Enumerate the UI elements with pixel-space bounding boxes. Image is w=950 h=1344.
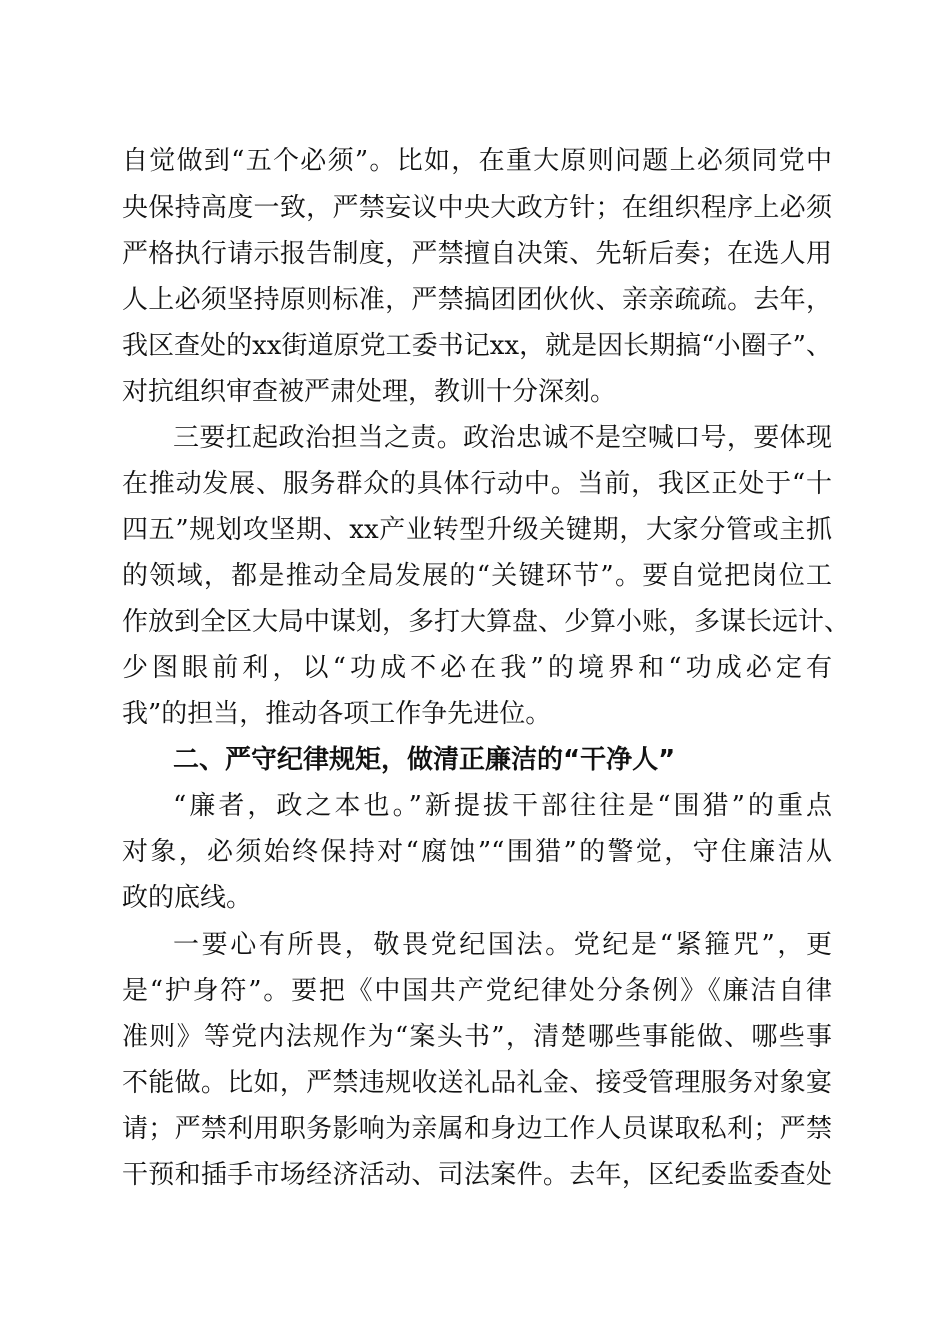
text-line: 我”的担当，推动各项工作争先进位。 bbox=[122, 699, 552, 729]
text-line: 对抗组织审查被严肃处理，教训十分深刻。 bbox=[122, 377, 617, 407]
text-line: 自觉做到“五个必须”。比如，在重大原则问题上必须同党中 bbox=[122, 146, 832, 176]
text-line: “廉者，政之本也。”新提拔干部往往是“围猎”的重点 bbox=[173, 791, 832, 821]
text-line: 对象，必须始终保持对“腐蚀”“围猎”的警觉，守住廉洁从 bbox=[122, 837, 832, 867]
text-line: 的领域，都是推动全局发展的“关键环节”。要自觉把岗位工 bbox=[122, 561, 832, 591]
text-line: 少图眼前利，以“功成不必在我”的境界和“功成必定有 bbox=[122, 653, 832, 683]
text-line: 严格执行请示报告制度，严禁擅自决策、先斩后奏；在选人用 bbox=[122, 239, 832, 269]
text-line: 一要心有所畏，敬畏党纪国法。党纪是“紧箍咒”，更 bbox=[173, 930, 832, 960]
text-line: 三要扛起政治担当之责。政治忠诚不是空喊口号，要体现 bbox=[173, 423, 832, 453]
text-line: 政的底线。 bbox=[122, 883, 253, 913]
text-line: 干预和插手市场经济活动、司法案件。去年，区纪委监委查处 bbox=[122, 1160, 832, 1190]
text-line: 不能做。比如，严禁违规收送礼品礼金、接受管理服务对象宴 bbox=[122, 1068, 832, 1098]
text-line: 人上必须坚持原则标准，严禁搞团团伙伙、亲亲疏疏。去年， bbox=[122, 285, 832, 315]
text-line: 我区查处的xx街道原党工委书记xx，就是因长期搞“小圈子”、 bbox=[122, 331, 832, 361]
text-line: 央保持高度一致，严禁妄议中央大政方针；在组织程序上必须 bbox=[122, 193, 832, 223]
text-line: 准则》等党内法规作为“案头书”，清楚哪些事能做、哪些事 bbox=[122, 1022, 832, 1052]
text-line: 在推动发展、服务群众的具体行动中。当前，我区正处于“十 bbox=[122, 469, 832, 499]
text-line: 作放到全区大局中谋划，多打大算盘、少算小账，多谋长远计、 bbox=[122, 607, 851, 637]
text-line: 请；严禁利用职务影响为亲属和身边工作人员谋取私利；严禁 bbox=[122, 1114, 832, 1144]
section-heading: 二、严守纪律规矩，做清正廉洁的“干净人” bbox=[173, 745, 676, 775]
text-line: 四五”规划攻坚期、xx产业转型升级关键期，大家分管或主抓 bbox=[122, 515, 832, 545]
text-line: 是“护身符”。要把《中国共产党纪律处分条例》《廉洁自律 bbox=[122, 976, 832, 1006]
